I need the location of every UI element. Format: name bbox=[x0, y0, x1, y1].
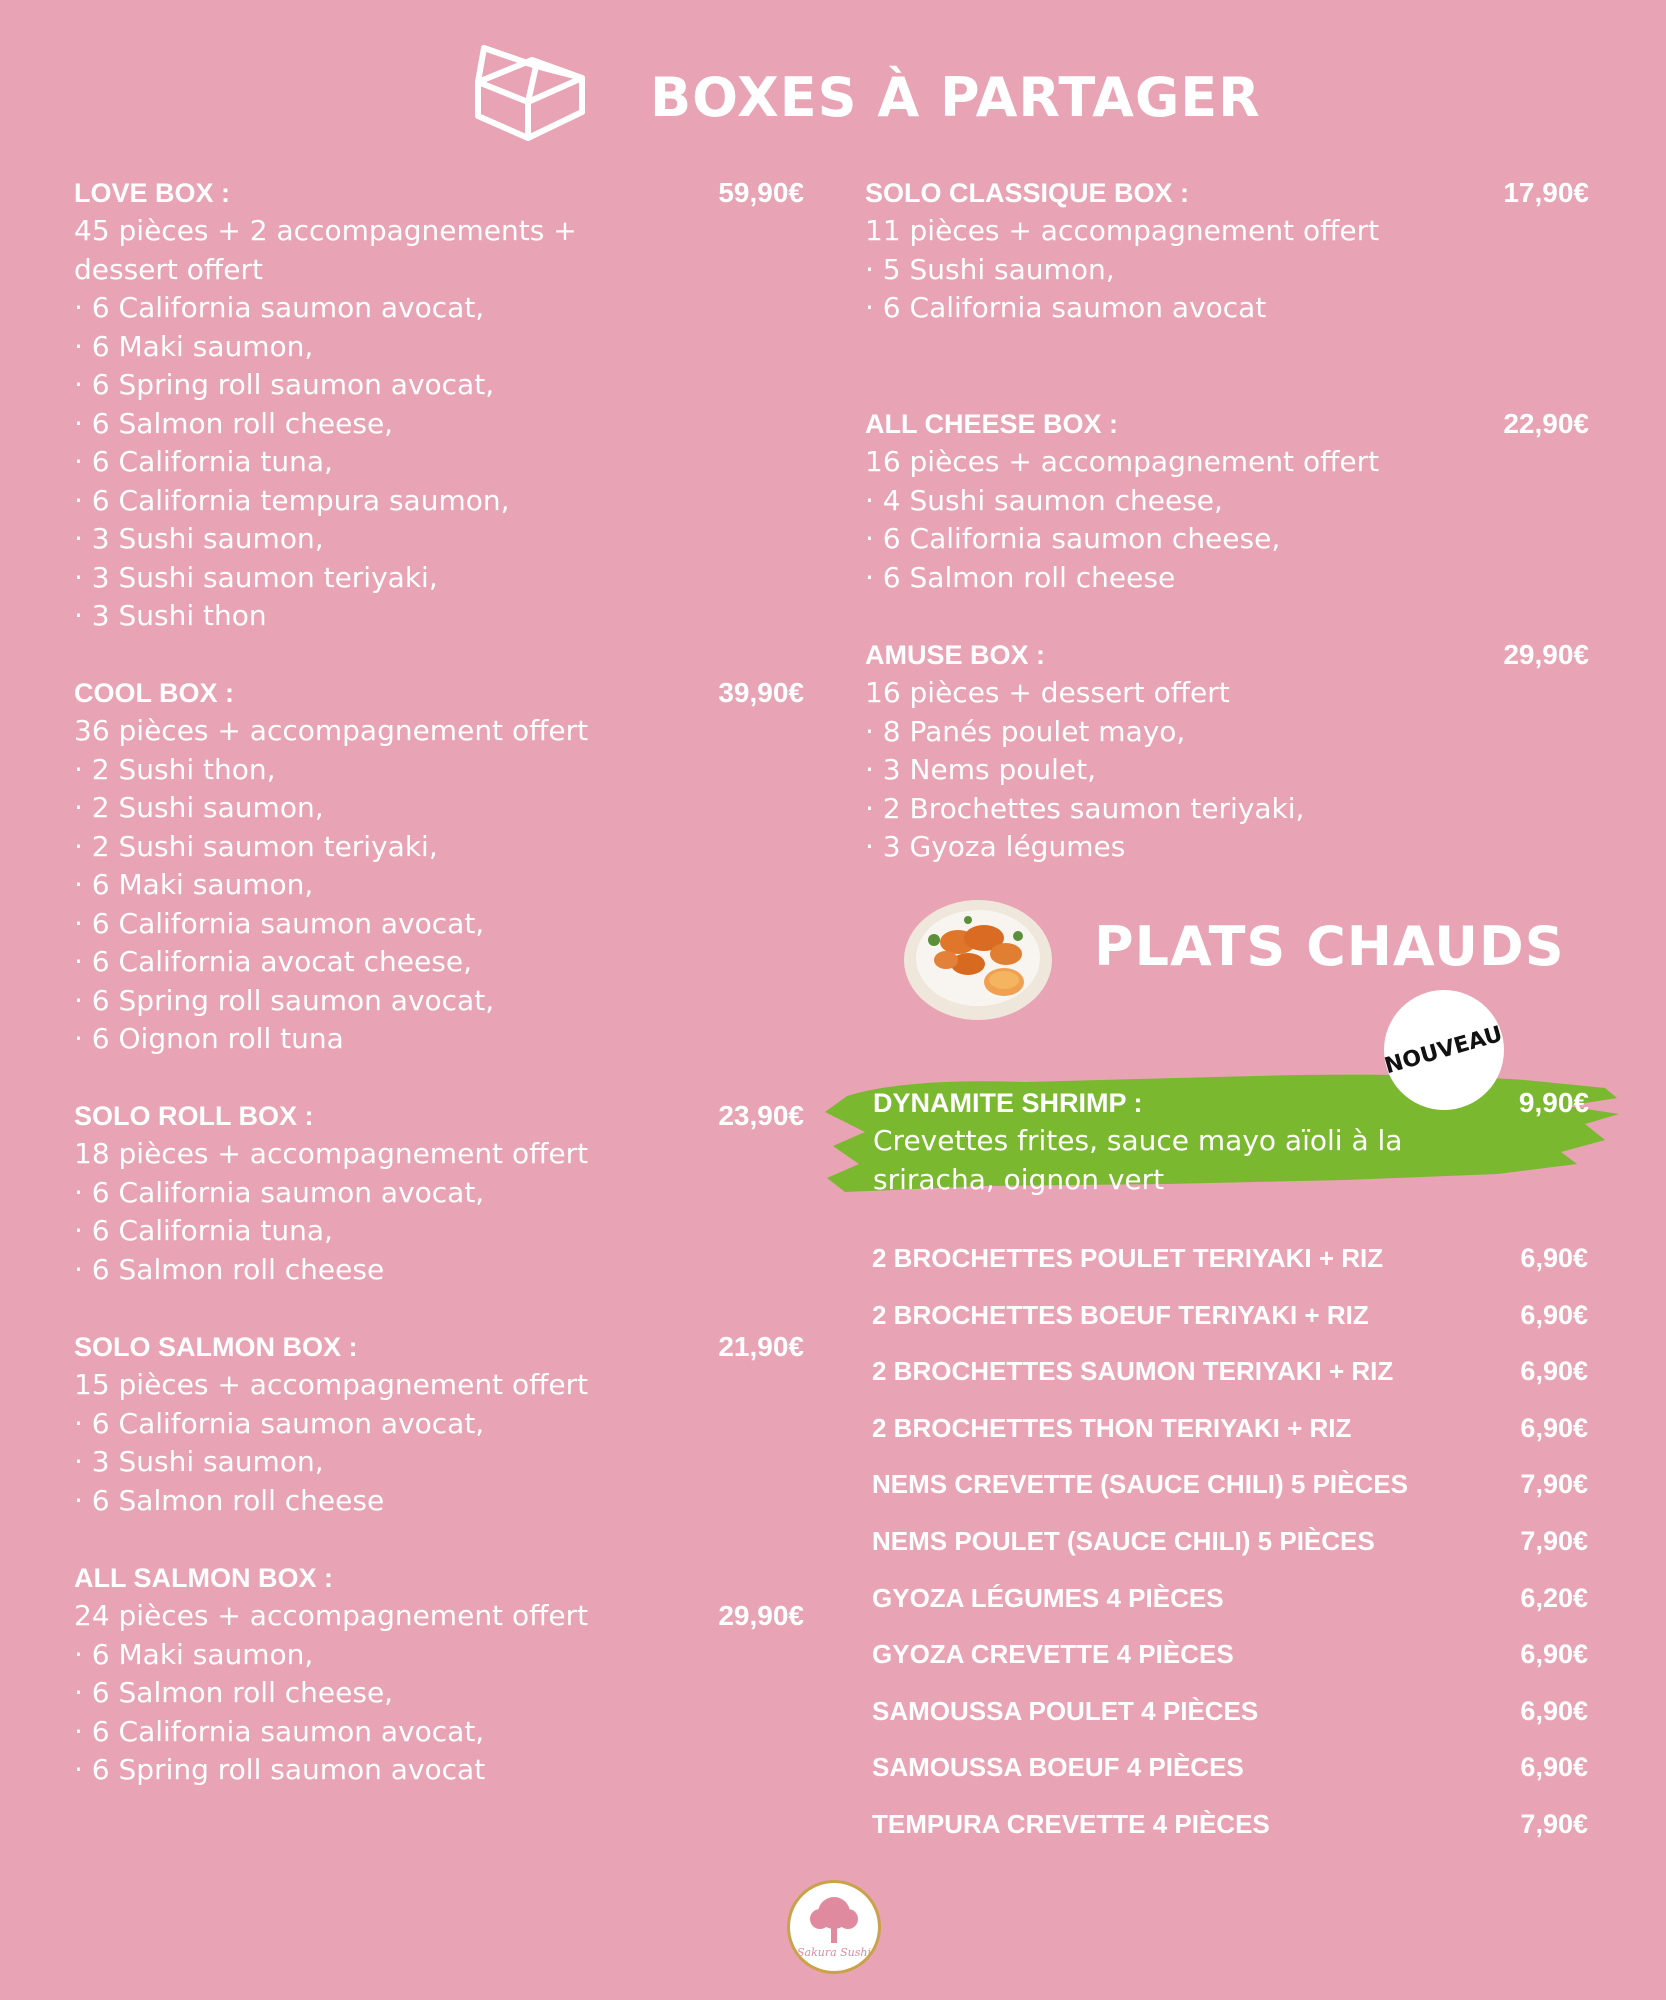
box-content-line: · 3 Sushi saumon, bbox=[74, 1445, 324, 1478]
box-price: 17,90€ bbox=[1503, 177, 1589, 208]
hot-dish-name: GYOZA CREVETTE 4 PIÈCES bbox=[872, 1639, 1234, 1670]
box-content-line: dessert offert bbox=[74, 252, 263, 286]
box-content-line: · 6 Oignon roll tuna bbox=[74, 1022, 344, 1055]
hot-dish-price: 6,20€ bbox=[1520, 1582, 1588, 1613]
box-name: AMUSE BOX : bbox=[865, 640, 1046, 670]
box-name: SOLO SALMON BOX : bbox=[74, 1332, 358, 1362]
hot-dish-name: TEMPURA CREVETTE 4 PIÈCES bbox=[872, 1809, 1270, 1839]
box-menu-item bbox=[74, 1097, 804, 1289]
hot-dish-name: GYOZA LÉGUMES 4 PIÈCES bbox=[872, 1582, 1224, 1613]
box-content-line: · 5 Sushi saumon, bbox=[865, 252, 1115, 286]
sakura-sushi-logo bbox=[787, 1880, 881, 1974]
hot-dish-name: NEMS CREVETTE (SAUCE CHILI) 5 PIÈCES bbox=[872, 1469, 1408, 1500]
box-content-line: · 6 California saumon cheese, bbox=[865, 522, 1281, 555]
box-content-line: · 6 Spring roll saumon avocat bbox=[74, 1753, 486, 1786]
box-menu-item bbox=[74, 674, 804, 1059]
box-name: ALL CHEESE BOX : bbox=[865, 409, 1119, 439]
hot-dish-row bbox=[872, 1634, 1588, 1674]
box-content-line: · 6 Salmon roll cheese, bbox=[74, 1676, 394, 1709]
box-summary-line: 15 pièces + accompagnement offert bbox=[74, 1368, 589, 1401]
box-name: SOLO CLASSIQUE BOX : bbox=[865, 178, 1190, 208]
hot-dish-row bbox=[872, 1578, 1588, 1618]
hot-dish-name: 2 BROCHETTES THON TERIYAKI + RIZ bbox=[872, 1412, 1352, 1443]
hot-dish-price: 7,90€ bbox=[1520, 1469, 1588, 1500]
hot-dish-row bbox=[872, 1351, 1588, 1391]
box-content-line: · 6 Salmon roll cheese bbox=[865, 560, 1176, 594]
featured-item-desc-line: sriracha, oignon vert bbox=[873, 1162, 1165, 1196]
box-content-line: · 4 Sushi saumon cheese, bbox=[865, 483, 1223, 517]
hot-dish-row bbox=[872, 1804, 1588, 1844]
hot-dish-name: 2 BROCHETTES SAUMON TERIYAKI + RIZ bbox=[872, 1356, 1394, 1387]
box-content-line: · 6 Spring roll saumon avocat, bbox=[74, 983, 495, 1017]
hot-dish-price: 7,90€ bbox=[1520, 1809, 1588, 1839]
box-summary-line: 45 pièces + 2 accompagnements + bbox=[74, 214, 577, 247]
hot-dish-row bbox=[872, 1747, 1588, 1787]
box-content-line: · 2 Sushi thon, bbox=[74, 752, 276, 786]
hot-dish-row bbox=[872, 1691, 1588, 1731]
box-price: 21,90€ bbox=[718, 1331, 804, 1362]
box-content-line: · 6 California avocat cheese, bbox=[74, 945, 472, 978]
hot-dish-row bbox=[872, 1295, 1588, 1335]
box-name: SOLO ROLL BOX : bbox=[74, 1101, 314, 1131]
hot-dish-row bbox=[872, 1408, 1588, 1448]
box-content-line: · 2 Brochettes saumon teriyaki, bbox=[865, 791, 1305, 825]
box-summary-line: 18 pièces + accompagnement offert bbox=[74, 1137, 589, 1170]
featured-item-price: 9,90€ bbox=[1518, 1087, 1589, 1118]
box-content-line: · 6 Maki saumon, bbox=[74, 329, 314, 363]
box-content-line: · 6 Spring roll saumon avocat, bbox=[74, 368, 495, 401]
box-content-line: · 6 California saumon avocat, bbox=[74, 291, 485, 324]
box-content-line: · 6 California tuna, bbox=[74, 445, 333, 478]
box-content-line: · 6 Salmon roll cheese, bbox=[74, 406, 394, 440]
box-menu-item bbox=[74, 1559, 804, 1790]
box-menu-item bbox=[865, 405, 1589, 597]
hot-dish-name: NEMS POULET (SAUCE CHILI) 5 PIÈCES bbox=[872, 1526, 1375, 1556]
box-content-line: · 3 Sushi saumon teriyaki, bbox=[74, 560, 438, 594]
box-price: 23,90€ bbox=[718, 1100, 804, 1131]
box-summary-line: 24 pièces + accompagnement offert bbox=[74, 1599, 589, 1632]
box-content-line: · 6 Maki saumon, bbox=[74, 868, 314, 901]
box-content-line: · 6 Maki saumon, bbox=[74, 1637, 314, 1671]
box-price: 59,90€ bbox=[718, 177, 804, 208]
box-icon bbox=[470, 42, 590, 142]
hot-dish-row bbox=[872, 1464, 1588, 1504]
box-content-line: · 2 Sushi saumon, bbox=[74, 791, 324, 824]
box-content-line: · 3 Sushi saumon, bbox=[74, 522, 324, 555]
hot-dish-price: 6,90€ bbox=[1520, 1356, 1588, 1387]
hot-dish-row bbox=[872, 1238, 1588, 1278]
hot-dish-price: 6,90€ bbox=[1520, 1695, 1588, 1726]
box-content-line: · 2 Sushi saumon teriyaki, bbox=[74, 829, 438, 863]
box-content-line: · 6 California saumon avocat, bbox=[74, 1714, 485, 1748]
boxes-section-title: BOXES À PARTAGER bbox=[650, 66, 1261, 129]
fried-shrimp-plate-image bbox=[898, 880, 1058, 1025]
box-content-line: · 6 California saumon avocat, bbox=[74, 906, 485, 940]
hot-dish-price: 6,90€ bbox=[1520, 1412, 1588, 1443]
box-summary-line: 16 pièces + accompagnement offert bbox=[865, 445, 1380, 478]
hot-dish-name: SAMOUSSA POULET 4 PIÈCES bbox=[872, 1695, 1259, 1726]
hot-section-title: PLATS CHAUDS bbox=[1094, 915, 1565, 978]
box-menu-item bbox=[865, 636, 1589, 867]
featured-item-desc-line: Crevettes frites, sauce mayo aïoli à la bbox=[873, 1124, 1403, 1157]
logo-text: Sakura Sushi bbox=[796, 1946, 872, 1959]
box-menu-item bbox=[74, 1328, 804, 1520]
box-name: COOL BOX : bbox=[74, 678, 235, 708]
box-name: ALL SALMON BOX : bbox=[74, 1563, 333, 1593]
box-summary-line: 36 pièces + accompagnement offert bbox=[74, 714, 589, 747]
box-price: 39,90€ bbox=[718, 677, 804, 708]
box-content-line: · 6 Salmon roll cheese bbox=[74, 1252, 385, 1286]
box-name: LOVE BOX : bbox=[74, 178, 231, 208]
box-menu-item bbox=[865, 174, 1589, 328]
box-price: 29,90€ bbox=[718, 1600, 804, 1631]
box-content-line: · 6 California tuna, bbox=[74, 1214, 333, 1247]
featured-item-name: DYNAMITE SHRIMP : bbox=[873, 1088, 1143, 1118]
box-content-line: · 6 California tempura saumon, bbox=[74, 483, 510, 517]
featured-item bbox=[873, 1084, 1589, 1199]
hot-dish-name: 2 BROCHETTES POULET TERIYAKI + RIZ bbox=[872, 1243, 1384, 1273]
box-content-line: · 6 California saumon avocat bbox=[865, 291, 1267, 324]
hot-dish-price: 7,90€ bbox=[1520, 1526, 1588, 1556]
box-content-line: · 6 California saumon avocat, bbox=[74, 1406, 485, 1440]
hot-dish-price: 6,90€ bbox=[1520, 1299, 1588, 1330]
hot-dish-name: SAMOUSSA BOEUF 4 PIÈCES bbox=[872, 1752, 1244, 1783]
box-content-line: · 8 Panés poulet mayo, bbox=[865, 714, 1186, 748]
box-summary-line: 11 pièces + accompagnement offert bbox=[865, 214, 1380, 247]
box-content-line: · 6 California saumon avocat, bbox=[74, 1175, 485, 1209]
box-content-line: · 3 Gyoza légumes bbox=[865, 830, 1126, 863]
hot-dish-price: 6,90€ bbox=[1520, 1752, 1588, 1783]
box-content-line: · 3 Sushi thon bbox=[74, 599, 267, 632]
box-summary-line: 16 pièces + dessert offert bbox=[865, 676, 1230, 709]
hot-dish-row bbox=[872, 1521, 1588, 1561]
hot-dish-price: 6,90€ bbox=[1520, 1243, 1588, 1273]
box-menu-item bbox=[74, 174, 804, 636]
hot-dish-name: 2 BROCHETTES BOEUF TERIYAKI + RIZ bbox=[872, 1299, 1369, 1330]
nouveau-badge-text: NOUVEAU bbox=[1382, 1021, 1506, 1079]
hot-dish-price: 6,90€ bbox=[1520, 1639, 1588, 1670]
box-price: 22,90€ bbox=[1503, 408, 1589, 439]
box-content-line: · 6 Salmon roll cheese bbox=[74, 1483, 385, 1517]
box-price: 29,90€ bbox=[1503, 639, 1589, 670]
box-content-line: · 3 Nems poulet, bbox=[865, 753, 1096, 786]
